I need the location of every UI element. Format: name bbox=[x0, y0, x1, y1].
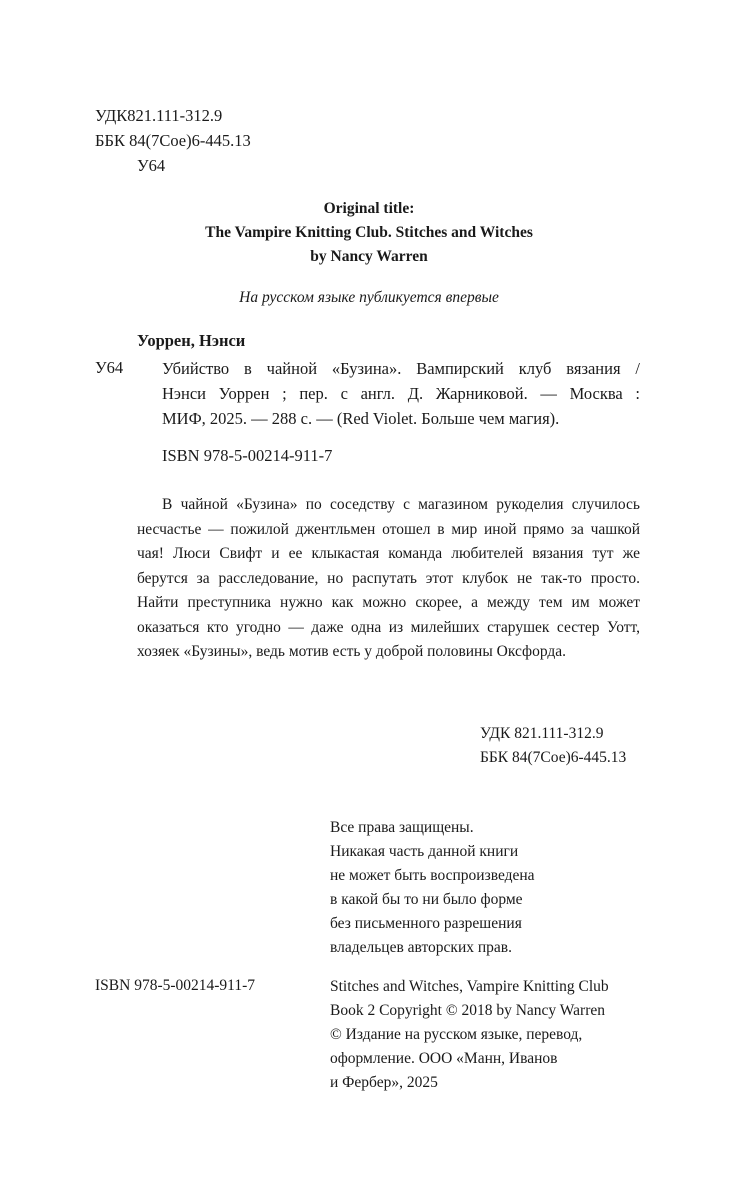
rights-line: не может быть воспроизведена bbox=[330, 867, 535, 884]
copyright-line: Stitches and Witches, Vampire Knitting Club bbox=[330, 978, 609, 995]
bbk-code: ББК 84(7Сое)6-445.13 bbox=[95, 131, 251, 150]
rights-line: Никакая часть данной книги bbox=[330, 843, 519, 860]
classification-codes bbox=[95, 103, 251, 178]
rights-line: в какой бы то ни было форме bbox=[330, 891, 523, 908]
copyright-block bbox=[330, 975, 609, 1095]
annotation-line: В чайной «Бузина» по соседству с магазином рукоделия случилось bbox=[162, 496, 640, 513]
annotation-line: оказаться кто угодно — даже одна из милейших старушек сестер Уотт, bbox=[137, 618, 640, 636]
annotation-line: чая! Люси Свифт и ее клыкастая команда любителей вязания тут же bbox=[137, 545, 640, 562]
description-line: Убийство в чайной «Бузина». Вампирский клуб вязания / bbox=[162, 359, 640, 378]
udk-code-bottom: УДК 821.111-312.9 bbox=[480, 725, 604, 742]
annotation-line: берутся за расследование, но распутать этот клубок не так-то просто. bbox=[137, 569, 640, 587]
copyright-line: © Издание на русском языке, перевод, bbox=[330, 1026, 583, 1043]
author-mark: У64 bbox=[137, 156, 166, 175]
first-publication-note: На русском языке публикуется впервые bbox=[239, 289, 499, 306]
annotation-line: Найти преступника нужно как можно скорее, а между тем им может bbox=[137, 594, 640, 611]
original-title-block bbox=[0, 197, 738, 269]
description-line: МИФ, 2025. — 288 с. — (Red Violet. Больше чем магия). bbox=[162, 409, 560, 428]
rights-line: владельцев авторских прав. bbox=[330, 939, 512, 956]
bottom-classification-codes bbox=[480, 722, 626, 770]
rights-line: Все права защищены. bbox=[330, 819, 474, 836]
original-title-label: Original title: bbox=[323, 200, 415, 217]
copyright-line: и Фербер», 2025 bbox=[330, 1074, 438, 1091]
description-line: Нэнси Уоррен ; пер. с англ. Д. Жарниковой. — Москва : bbox=[162, 384, 640, 403]
original-author: by Nancy Warren bbox=[310, 248, 428, 265]
annotation-line: хозяек «Бузины», ведь мотив есть у доброй половины Оксфорда. bbox=[137, 643, 567, 660]
copyright-line: оформление. ООО «Манн, Иванов bbox=[330, 1050, 558, 1067]
original-title: The Vampire Knitting Club. Stitches and Witches bbox=[205, 224, 533, 241]
annotation-line: несчастье — пожилой джентльмен отошел в мир иной прямо за чашкой bbox=[137, 520, 640, 538]
copyright-line: Book 2 Copyright © 2018 by Nancy Warren bbox=[330, 1002, 605, 1019]
rights-notice bbox=[330, 816, 535, 960]
udk-code: УДК821.111-312.9 bbox=[95, 106, 223, 125]
catalog-isbn: ISBN 978-5-00214-911-7 bbox=[162, 446, 333, 465]
annotation bbox=[137, 493, 640, 665]
rights-line: без письменного разрешения bbox=[330, 915, 522, 932]
bbk-code-bottom: ББК 84(7Сое)6-445.13 bbox=[480, 749, 627, 766]
catalog-description bbox=[162, 356, 640, 431]
catalog-author: Уоррен, Нэнси bbox=[137, 331, 246, 350]
isbn-bottom: ISBN 978-5-00214-911-7 bbox=[95, 977, 256, 994]
catalog-mark: У64 bbox=[95, 358, 124, 377]
